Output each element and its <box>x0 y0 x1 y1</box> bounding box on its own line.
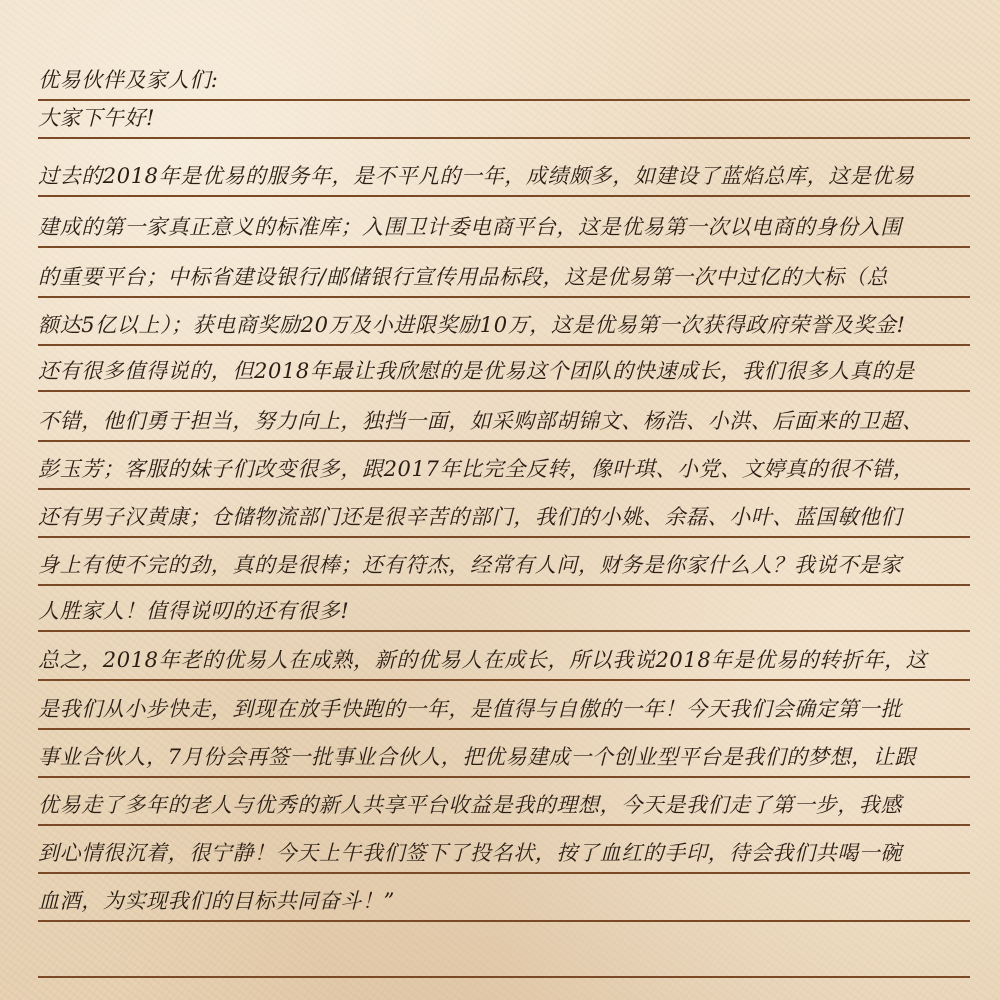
letter-line: 身上有使不完的劲，真的是很棒；还有符杰，经常有人问，财务是你家什么人？我说不是家 <box>38 548 970 586</box>
letter-line: 的重要平台；中标省建设银行/邮储银行宣传用品标段，这是优易第一次中过亿的大标（总 <box>38 260 970 298</box>
letter-line-greeting: 大家下午好! <box>38 101 970 139</box>
letter-line: 是我们从小步快走，到现在放手快跑的一年，是值得与自傲的一年！今天我们会确定第一批 <box>38 692 970 730</box>
letter-line: 建成的第一家真正意义的标准库；入围卫计委电商平台，这是优易第一次以电商的身份入围 <box>38 210 970 248</box>
letter-line: 额达5亿以上）；获电商奖励20万及小进限奖励10万，这是优易第一次获得政府荣誉及奖金! <box>38 308 970 346</box>
letter-line: 彭玉芳；客服的妹子们改变很多，跟2017年比完全反转，像叶琪、小党、文婷真的很不错， <box>38 452 970 490</box>
letter-line: 总之，2018年老的优易人在成熟，新的优易人在成长，所以我说2018年是优易的转折年，这 <box>38 643 970 681</box>
letter-line-salutation: 优易伙伴及家人们: <box>38 63 970 101</box>
letter-line: 优易走了多年的老人与优秀的新人共享平台收益是我的理想，今天是我们走了第一步，我感 <box>38 788 970 826</box>
letter-line: 不错，他们勇于担当，努力向上，独挡一面，如采购部胡锦文、杨浩、小洪、后面来的卫超、 <box>38 404 970 442</box>
letter-line-blank <box>38 940 970 978</box>
letter-line: 到心情很沉着，很宁静！今天上午我们签下了投名状，按了血红的手印，待会我们共喝一碗 <box>38 836 970 874</box>
letter-line: 人胜家人！值得说叨的还有很多! <box>38 594 970 632</box>
letter-line: 还有男子汉黄康；仓储物流部门还是很辛苦的部门，我们的小姚、余磊、小叶、蓝国敏他们 <box>38 500 970 538</box>
letter-line: 过去的2018年是优易的服务年，是不平凡的一年，成绩颇多，如建设了蓝焰总库，这是优易 <box>38 159 970 197</box>
letter-line: 还有很多值得说的，但2018年最让我欣慰的是优易这个团队的快速成长，我们很多人真的是 <box>38 354 970 392</box>
letter-line: 血酒，为实现我们的目标共同奋斗！” <box>38 884 970 922</box>
letter-line: 事业合伙人，7月份会再签一批事业合伙人，把优易建成一个创业型平台是我们的梦想，让跟 <box>38 740 970 778</box>
